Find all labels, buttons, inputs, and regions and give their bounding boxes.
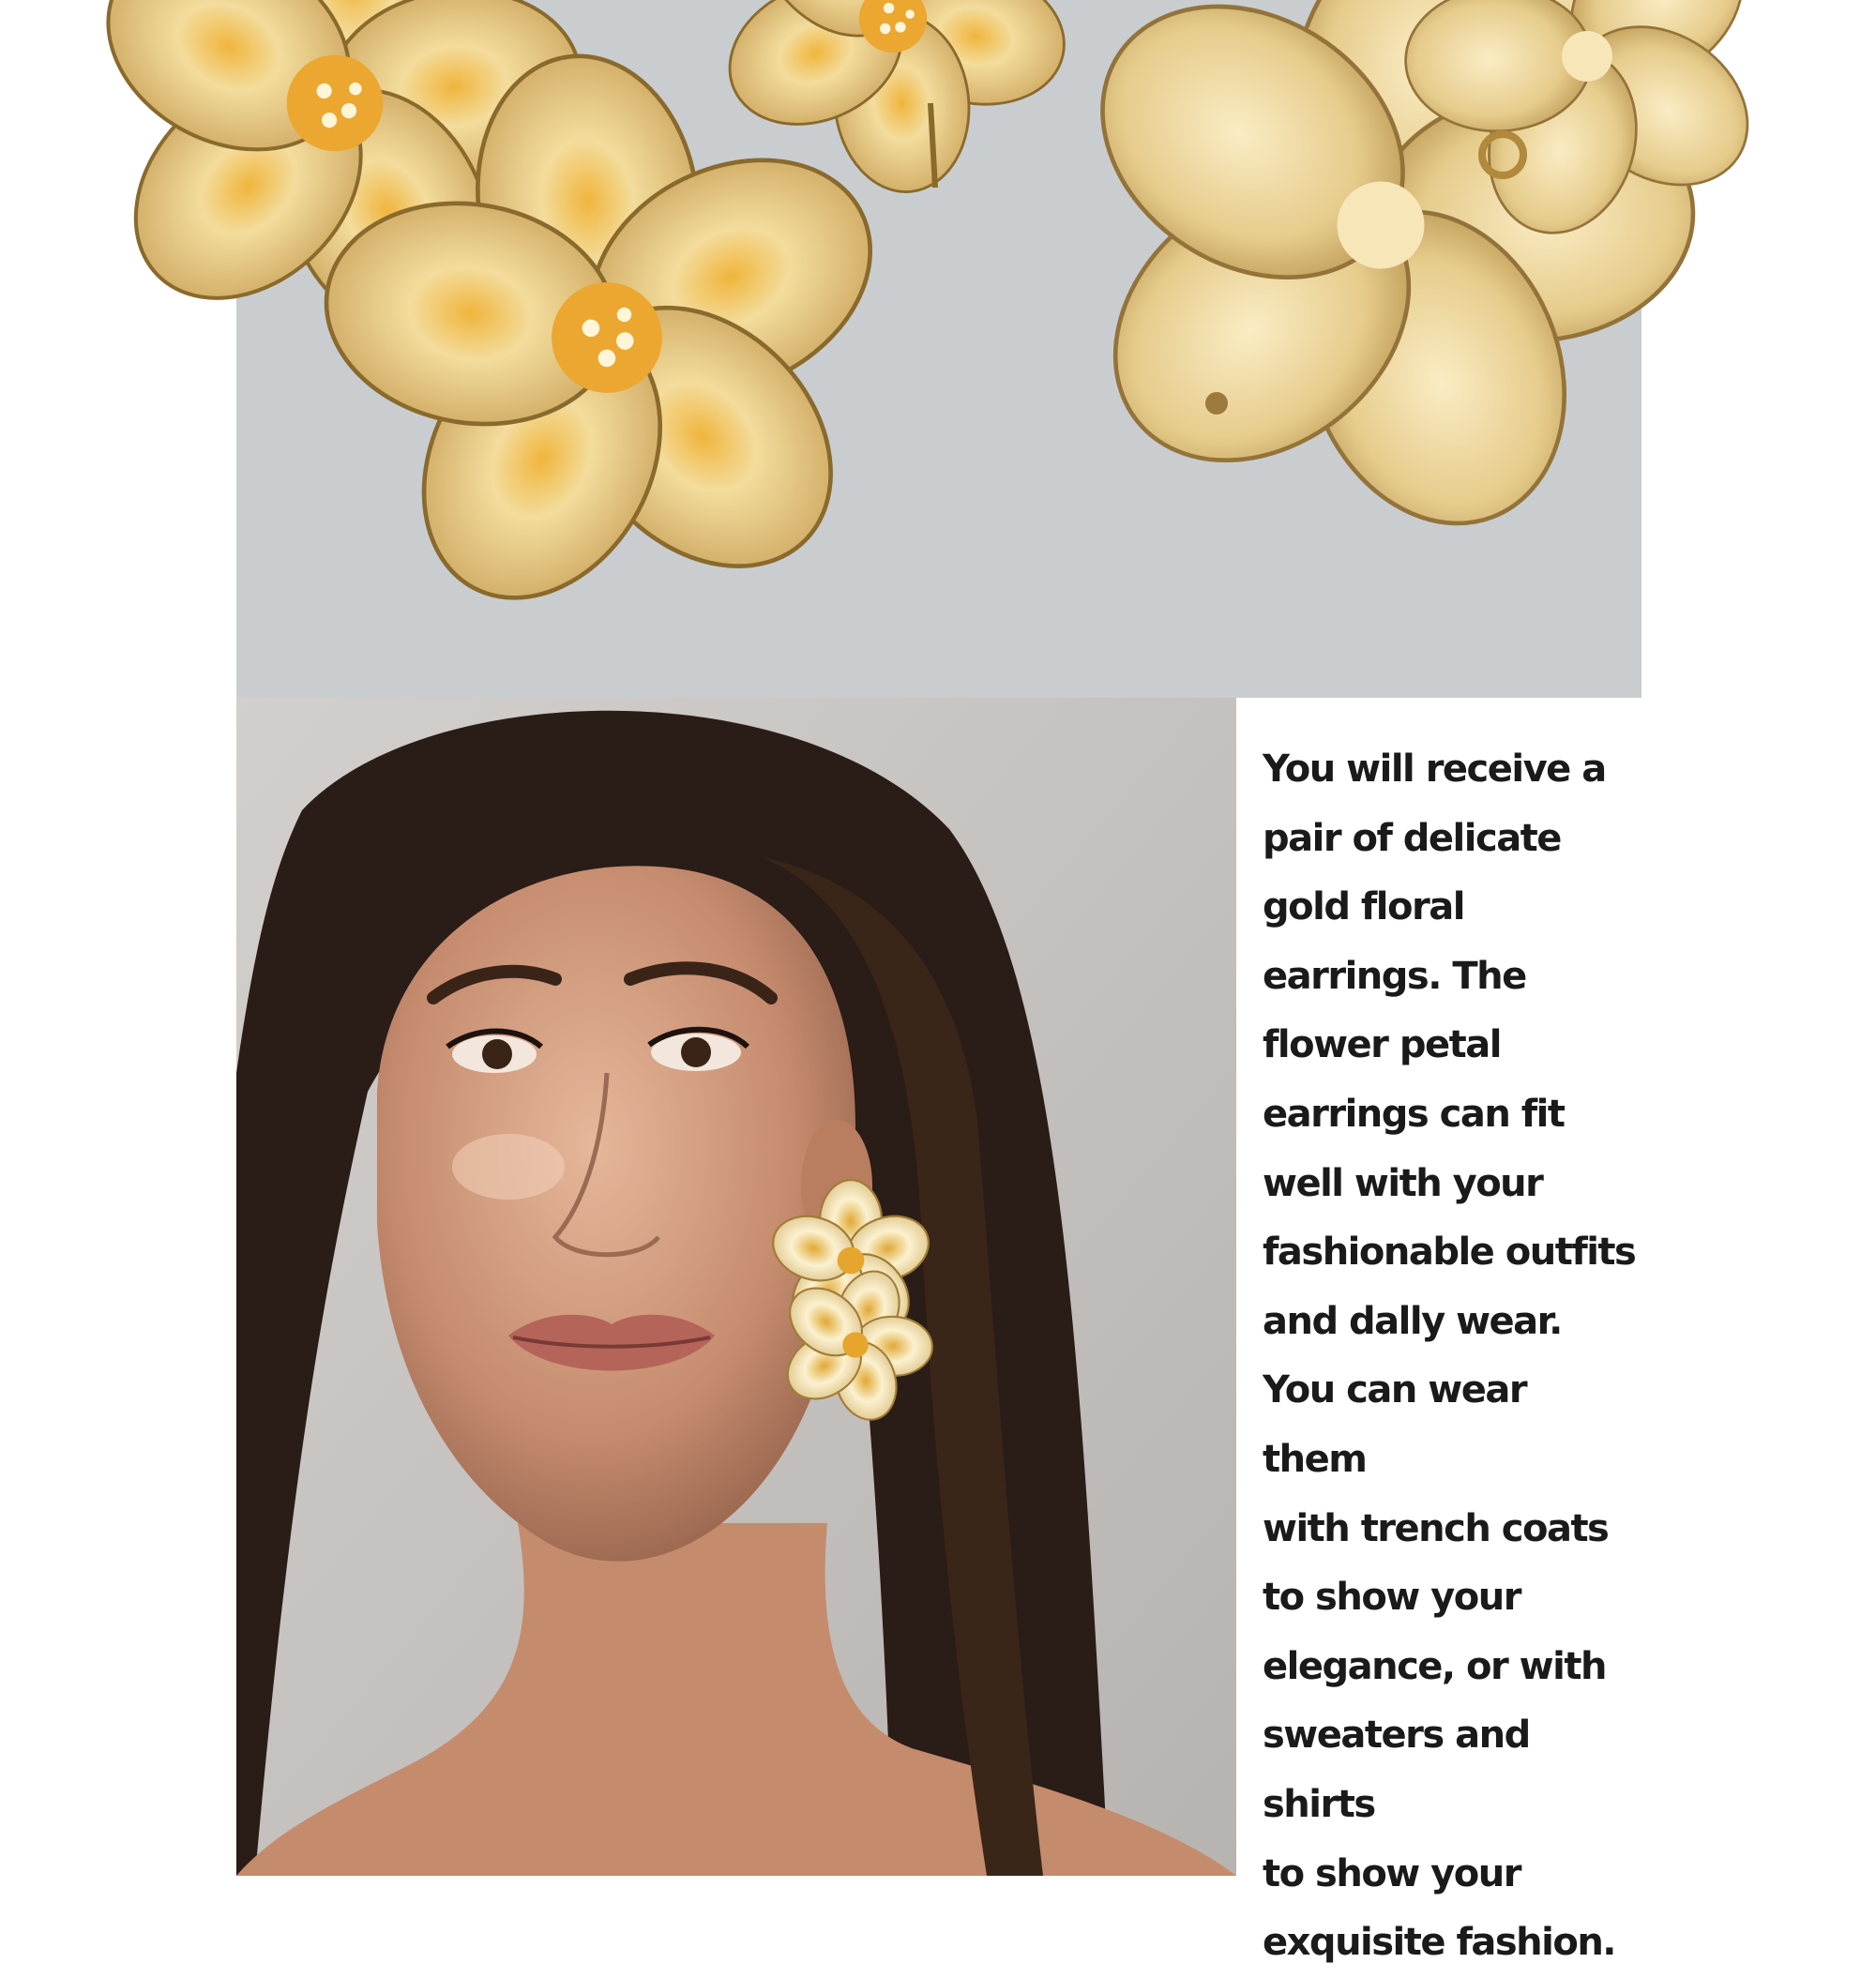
model-wearing-earrings-photo — [236, 698, 1236, 1876]
earrings-closeup-photo — [236, 0, 1642, 698]
product-description-text: You will receive a pair of delicate gold floral earrings. The flower petal earrings can fit well with your fashionable outfits and dally wear. You can wear them with trench coats to show your elegance, or with sweaters and shirts to show your exquisite fashion. — [1263, 747, 1636, 1965]
description-panel — [1236, 698, 1642, 1965]
